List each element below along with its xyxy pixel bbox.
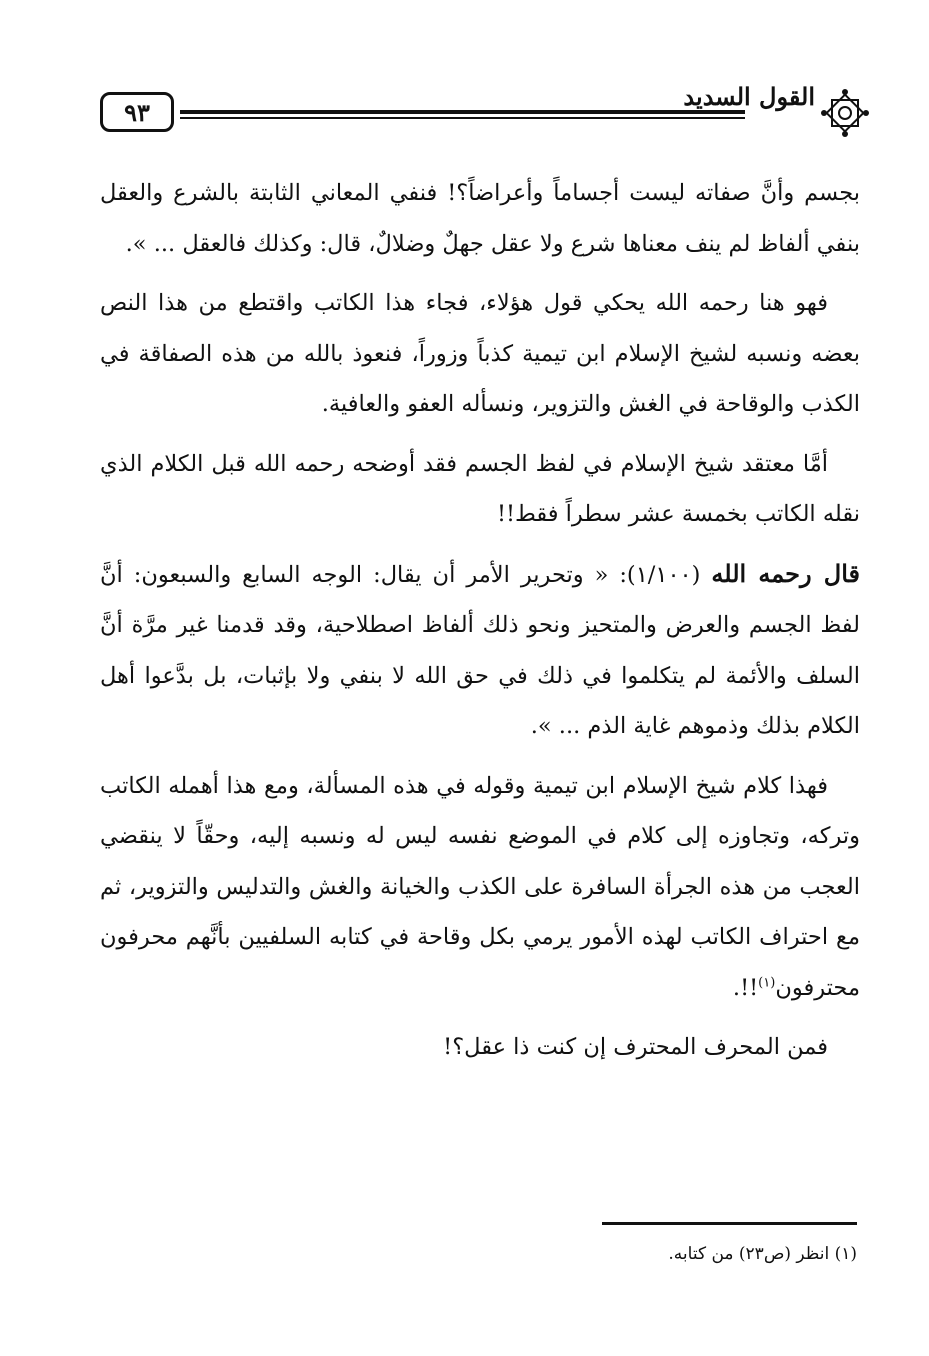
paragraph-2-text: فهو هنا رحمه الله يحكي قول هؤلاء، فجاء هذا الكاتب واقتطع من هذا النص بعضه ونسبه لشيخ الإسلام ابن تيمية كذباً وزوراً، فنعوذ بالله من هذه الصفاقة في الكذب والوقاحة في الغش والتزوير، ونسأله العفو والعافية. — [100, 290, 860, 417]
footnote-divider — [602, 1222, 857, 1225]
footnote-reference[interactable]: (١) — [758, 975, 776, 990]
paragraph-4 — [100, 549, 860, 752]
paragraph-3 — [100, 439, 860, 540]
footnote-1: (١) انظر (ص٢٣) من كتابه. — [668, 1244, 857, 1264]
ornament-icon — [820, 88, 870, 138]
main-text — [100, 168, 860, 1082]
book-title: القول السديد — [683, 82, 815, 111]
paragraph-5 — [100, 761, 860, 1014]
paragraph-5-tail: !!. — [732, 974, 759, 1001]
header-rule-thin — [180, 117, 745, 119]
paragraph-6 — [100, 1022, 860, 1073]
paragraph-5-text: فهذا كلام شيخ الإسلام ابن تيمية وقوله في هذه المسألة، ومع هذا أهمله الكاتب وتركه، وتجاوزه إلى كلام في الموضع نفسه ليس له ونسبه إليه، وحقّاً لا ينقضي العجب من هذه الجرأة السافرة على الكذب والخيانة والغش والتدليس والتزوير، ثم مع احتراف الكاتب لهذه الأمور يرمي بكل وقاحة في كتابه السلفيين بأنَّهم محرفون محترفون — [100, 772, 860, 1001]
paragraph-1-text: بجسم وأنَّ صفاته ليست أجساماً وأعراضاً؟! فنفي المعاني الثابتة بالشرع والعقل بنفي ألفاظ لم ينف معناها شرع ولا عقل جهلٌ وضلالٌ، قال: وكذلك فالعقل ... ». — [100, 180, 860, 257]
paragraph-6-text: فمن المحرف المحترف إن كنت ذا عقل؟! — [443, 1034, 828, 1060]
page-header — [100, 80, 870, 150]
header-rule — [180, 110, 745, 114]
paragraph-4-lead: قال رحمه الله — [711, 558, 860, 588]
page-number: ٩٣ — [100, 92, 174, 132]
paragraph-2 — [100, 278, 860, 430]
paragraph-1 — [100, 168, 860, 269]
paragraph-4-text: (١/١٠٠): « وتحرير الأمر أن يقال: الوجه السابع والسبعون: أنَّ لفظ الجسم والعرض والمتحيز ونحو ذلك ألفاظ اصطلاحية، وقد قدمنا غير مرَّة أنَّ السلف والأئمة لم يتكلموا في ذلك في حق الله لا بنفي ولا بإثبات، بل بدَّعوا أهل الكلام بذلك وذموهم غاية الذم ... ». — [100, 561, 860, 739]
paragraph-3-text: أمَّا معتقد شيخ الإسلام في لفظ الجسم فقد أوضحه رحمه الله قبل الكلام الذي نقله الكاتب بخمسة عشر سطراً فقط!! — [100, 450, 860, 527]
